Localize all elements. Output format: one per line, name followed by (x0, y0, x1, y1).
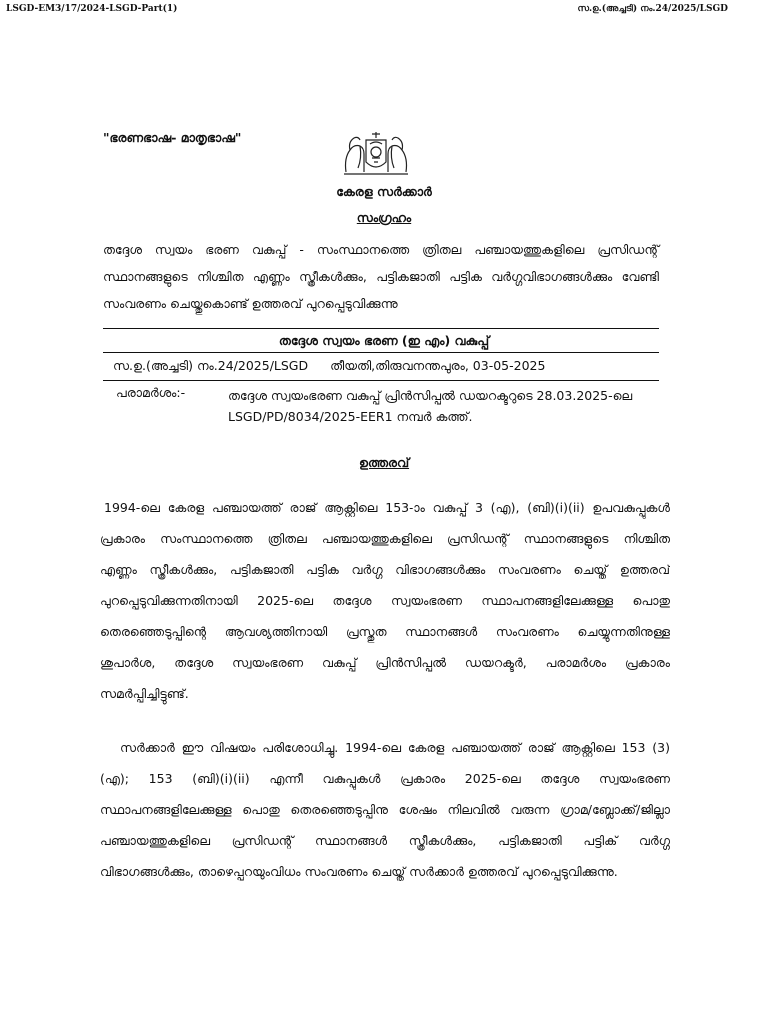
official-language-motto: "ഭരണഭാഷ- മാതൃഭാഷ" (103, 130, 242, 145)
go-number: സ.ഉ.(അച്ചടി) നം.24/2025/LSGD (113, 358, 309, 373)
paragraph-line: എണ്ണം സ്ത്രീകൾക്കും, പട്ടികജാതി പട്ടിക വർഗ്ഗ വിഭാഗങ്ങൾക്കും സംവരണം ചെയ്ത് ഉത്തരവ് (100, 562, 670, 577)
reference-line: LSGD/PD/8034/2025-EER1 നമ്പർ കത്ത്. (228, 409, 473, 424)
summary-line: തദ്ദേശ സ്വയം ഭരണ വകുപ്പ് - സംസ്ഥാനത്തെ ത്രിതല പഞ്ചായത്തുകളിലെ പ്രസിഡന്റ് (103, 242, 659, 257)
reference-line: തദ്ദേശ സ്വയംഭരണ വകുപ്പ് പ്രിൻസിപ്പൽ ഡയറക്ടറുടെ 28.03.2025-ലെ (228, 388, 633, 403)
go-number-line (113, 358, 545, 374)
paragraph-line: സർക്കാർ ഈ വിഷയം പരിശോധിച്ചു. 1994-ലെ കേരള പഞ്ചായത്ത് രാജ് ആക്റ്റിലെ 153 (3) (120, 740, 670, 755)
divider-middle (103, 352, 659, 353)
document-file-number: LSGD-EM3/17/2024-LSGD-Part(1) (6, 4, 178, 14)
paragraph-line: (എ); 153 (ബി)(i)(ii) എന്നീ വകുപ്പുകൾ പ്രകാരം 2025-ലെ തദ്ദേശ സ്വയംഭരണ (100, 771, 670, 786)
department-name: തദ്ദേശ സ്വയം ഭരണ (ഇ എം) വകുപ്പ് (278, 333, 490, 348)
summary-line: സംവരണം ചെയ്തുകൊണ്ട് ഉത്തരവ് പുറപ്പെടുവിക്കുന്നു (103, 296, 398, 311)
divider-bottom (103, 380, 659, 381)
paragraph-line: വിഭാഗങ്ങൾക്കും, താഴെപ്പറയുംവിധം സംവരണം ചെയ്ത് സർക്കാർ ഉത്തരവ് പുറപ്പെടുവിക്കുന്നു. (100, 864, 618, 879)
go-date: തീയതി,തിരുവനന്തപുരം, 03-05-2025 (330, 358, 546, 373)
paragraph-line: പഞ്ചായത്തുകളിലെ പ്രസിഡന്റ് സ്ഥാനങ്ങൾ സ്ത്രീകൾക്കും, പട്ടികജാതി പട്ടിക് വർഗ്ഗ (100, 833, 670, 848)
paragraph-line: പുറപ്പെടുവിക്കുന്നതിനായി 2025-ലെ തദ്ദേശ സ്വയംഭരണ സ്ഥാപനങ്ങളിലേക്കുള്ള പൊതു (100, 593, 670, 608)
paragraph-line: 1994-ലെ കേരള പഞ്ചായത്ത് രാജ് ആക്റ്റിലെ 153-ാം വകുപ്പ് 3 (എ), (ബി)(i)(ii) ഉപവകുപ്പുകൾ (104, 500, 670, 515)
paragraph-line: സമർപ്പിച്ചിട്ടുണ്ട്. (100, 686, 189, 701)
reference-text (228, 385, 658, 427)
paragraph-line: തെരഞ്ഞെടുപ്പിന്റെ ആവശ്യത്തിനായി പ്രസ്തുത സ്ഥാനങ്ങൾ സംവരണം ചെയ്യുന്നതിനുള്ള (100, 624, 670, 639)
divider-top (103, 328, 659, 329)
kerala-state-emblem-icon (340, 128, 412, 178)
paragraph-line: പ്രകാരം സംസ്ഥാനത്തെ ത്രിതല പഞ്ചായത്തുകളിലെ പ്രസിഡന്റ് സ്ഥാനങ്ങളുടെ നിശ്ചിത (100, 531, 670, 546)
order-paragraph-2 (100, 732, 670, 887)
paragraph-line: സ്ഥാപനങ്ങളിലേക്കുള്ള പൊതു തെരഞ്ഞെടുപ്പിനു ശേഷം നിലവിൽ വരുന്ന ഗ്രാമ/ബ്ലോക്ക്/ജില്ലാ (100, 802, 670, 817)
order-paragraph-1 (100, 492, 670, 709)
government-name: കേരള സർക്കാർ (336, 184, 432, 199)
summary-line: സ്ഥാനങ്ങളുടെ നിശ്ചിത എണ്ണം സ്ത്രീകൾക്കും, പട്ടികജാതി പട്ടിക വർഗ്ഗവിഭാഗങ്ങൾക്കും വേണ്ടി (103, 269, 659, 284)
order-heading: ഉത്തരവ് (358, 455, 410, 470)
reference-label: പരാമർശം:- (116, 385, 186, 400)
paragraph-line: ശുപാർശ, തദ്ദേശ സ്വയംഭരണ വകുപ്പ് പ്രിൻസിപ്പൽ ഡയറക്ടർ, പരാമർശം പ്രകാരം (100, 655, 670, 670)
summary-text (103, 236, 659, 317)
summary-heading: സംഗ്രഹം (356, 210, 412, 225)
document-go-reference: സ.ഉ.(അച്ചടി) നം.24/2025/LSGD (577, 4, 728, 14)
